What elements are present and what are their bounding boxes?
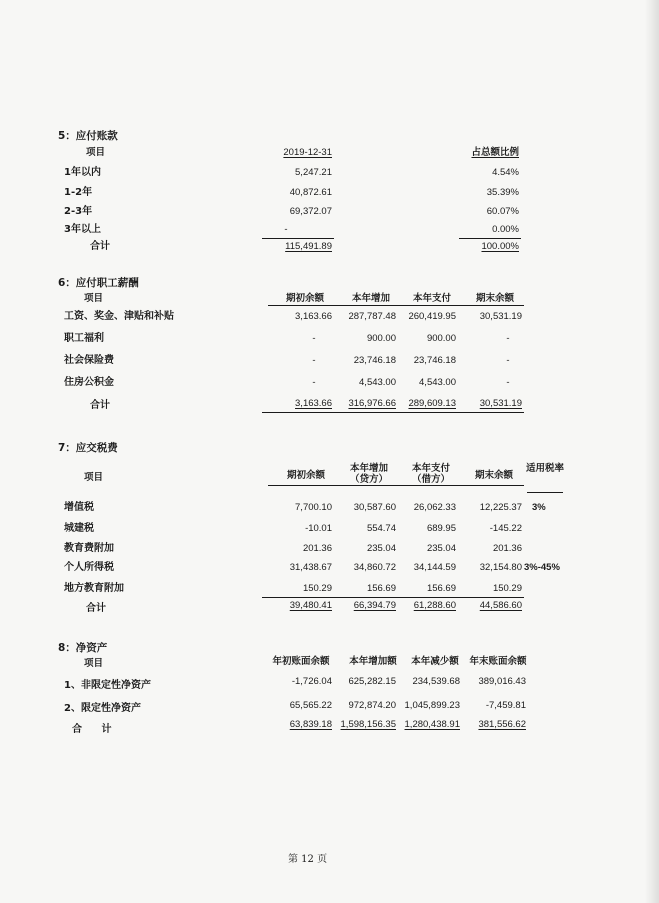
total-cell: 316,976.66 — [348, 398, 396, 409]
cell: - — [506, 355, 510, 366]
cell: 31,438.67 — [289, 562, 332, 573]
rate-cell: 3% — [532, 502, 546, 513]
row-label: 地方教育附加 — [64, 583, 124, 594]
cell: 26,062.33 — [413, 502, 456, 513]
cell: 972,874.20 — [348, 700, 396, 711]
row-label: 职工福利 — [64, 333, 104, 344]
header-cell: 期末余额 — [474, 470, 513, 481]
cell: -145.22 — [489, 523, 522, 534]
total-cell: 30,531.19 — [479, 398, 522, 409]
header-rule — [268, 485, 524, 486]
cell: 235.04 — [366, 543, 396, 554]
total-cell: 63,839.18 — [289, 719, 332, 730]
cell: 260,419.95 — [408, 311, 456, 322]
header-cell: 期末余额 — [475, 293, 514, 304]
cell: 32,154.80 — [479, 562, 522, 573]
total-rule — [262, 412, 524, 413]
total-cell: 39,480.41 — [289, 600, 332, 611]
total-label: 合计 — [90, 400, 110, 411]
row-label: 2、限定性净资产 — [64, 703, 141, 714]
ratio-header: 占总额比例 — [471, 147, 519, 158]
cell: 34,144.59 — [413, 562, 456, 573]
header-cell: 年初账面余额 — [272, 656, 330, 667]
cell: -1,726.04 — [291, 676, 332, 687]
total-label: 合计 — [90, 241, 110, 252]
total-cell: 1,598,156.35 — [340, 719, 396, 730]
cell: 156.69 — [366, 583, 396, 594]
section-title: 7：应交税费 — [58, 442, 118, 454]
header-cell: 本年增加（贷方） — [349, 463, 388, 485]
header-cell: 本年支付 — [412, 293, 451, 304]
cell: 7,700.10 — [295, 502, 332, 513]
cell: 150.29 — [492, 583, 522, 594]
cell: 156.69 — [426, 583, 456, 594]
cell: 287,787.48 — [348, 311, 396, 322]
cell: 4,543.00 — [419, 377, 456, 388]
amount-cell: - — [284, 224, 288, 235]
cell: 65,565.22 — [289, 700, 332, 711]
row-label: 城建税 — [64, 523, 94, 534]
cell: -7,459.81 — [485, 700, 526, 711]
amount-cell: 40,872.61 — [289, 187, 332, 198]
rate-cell: 3%-45% — [524, 562, 560, 573]
cell: 625,282.15 — [348, 676, 396, 687]
cell: 900.00 — [366, 333, 396, 344]
cell: 3,163.66 — [295, 311, 332, 322]
row-label: 3年以上 — [64, 224, 101, 235]
row-label: 1、非限定性净资产 — [64, 680, 151, 691]
cell: 30,587.60 — [353, 502, 396, 513]
cell: 4,543.00 — [359, 377, 396, 388]
section-title: 8：净资产 — [58, 642, 108, 654]
cell: -10.01 — [305, 523, 332, 534]
cell: - — [506, 377, 510, 388]
total-cell: 1,280,438.91 — [404, 719, 460, 730]
cell: 689.95 — [426, 523, 456, 534]
header-cell: 本年增加 — [351, 293, 390, 304]
row-label: 2-3年 — [64, 206, 93, 217]
total-cell: 44,586.60 — [479, 600, 522, 611]
cell: - — [312, 377, 316, 388]
total-cell: 3,163.66 — [295, 398, 332, 409]
total-cell: 289,609.13 — [408, 398, 456, 409]
cell: 234,539.68 — [412, 676, 460, 687]
total-rule — [262, 238, 334, 239]
cell: 900.00 — [426, 333, 456, 344]
header-cell: 适用税率 — [525, 463, 564, 474]
total-cell: 66,394.79 — [353, 600, 396, 611]
header-cell: 期初余额 — [285, 293, 324, 304]
row-label: 1-2年 — [64, 187, 93, 198]
cell: 30,531.19 — [479, 311, 522, 322]
cell: 150.29 — [302, 583, 332, 594]
row-label: 1年以内 — [64, 167, 101, 178]
amount-cell: 69,372.07 — [289, 206, 332, 217]
header-cell: 年末账面余额 — [469, 656, 527, 667]
row-label: 社会保险费 — [64, 355, 114, 366]
cell: 23,746.18 — [413, 355, 456, 366]
header-cell: 本年增加额 — [349, 656, 397, 667]
row-label: 住房公积金 — [64, 377, 114, 388]
header-cell: 本年支付（借方） — [411, 463, 450, 485]
item-header: 项目 — [84, 293, 104, 304]
cell: 12,225.37 — [479, 502, 522, 513]
cell: 389,016.43 — [478, 676, 526, 687]
total-rule — [459, 238, 521, 239]
header-cell: 期初余额 — [286, 470, 325, 481]
total-ratio: 100.00% — [481, 241, 519, 252]
ratio-cell: 60.07% — [486, 206, 519, 217]
ratio-cell: 4.54% — [492, 167, 519, 178]
total-cell: 61,288.60 — [413, 600, 456, 611]
cell: 554.74 — [366, 523, 396, 534]
total-label: 合计 — [86, 603, 106, 614]
row-label: 教育费附加 — [64, 543, 114, 554]
ratio-cell: 0.00% — [492, 224, 519, 235]
cell: - — [506, 333, 510, 344]
header-cell: 本年减少额 — [411, 656, 459, 667]
cell: - — [312, 333, 316, 344]
row-label: 增值税 — [64, 502, 94, 513]
page-number: 第 12 页 — [288, 854, 328, 865]
item-header: 项目 — [84, 472, 104, 483]
cell: 201.36 — [302, 543, 332, 554]
total-cell: 381,556.62 — [478, 719, 526, 730]
section-title: 5：应付账款 — [58, 130, 118, 142]
cell: 235.04 — [426, 543, 456, 554]
item-header: 项目 — [84, 658, 104, 669]
cell: - — [312, 355, 316, 366]
header-rule — [268, 305, 524, 306]
cell: 1,045,899.23 — [404, 700, 460, 711]
cell: 201.36 — [492, 543, 522, 554]
cell: 23,746.18 — [353, 355, 396, 366]
cell: 34,860.72 — [353, 562, 396, 573]
item-header: 项目 — [86, 147, 106, 158]
row-label: 个人所得税 — [64, 562, 114, 573]
total-label: 合 计 — [72, 724, 120, 735]
total-rule — [262, 597, 524, 598]
section-title: 6：应付职工薪酬 — [58, 277, 139, 289]
date-header: 2019-12-31 — [283, 147, 332, 158]
total-amount: 115,491.89 — [285, 241, 332, 252]
amount-cell: 5,247.21 — [295, 167, 332, 178]
page-edge-shadow — [645, 0, 659, 903]
ratio-cell: 35.39% — [486, 187, 519, 198]
row-label: 工资、奖金、津贴和补贴 — [64, 311, 174, 322]
header-rule — [527, 492, 563, 493]
